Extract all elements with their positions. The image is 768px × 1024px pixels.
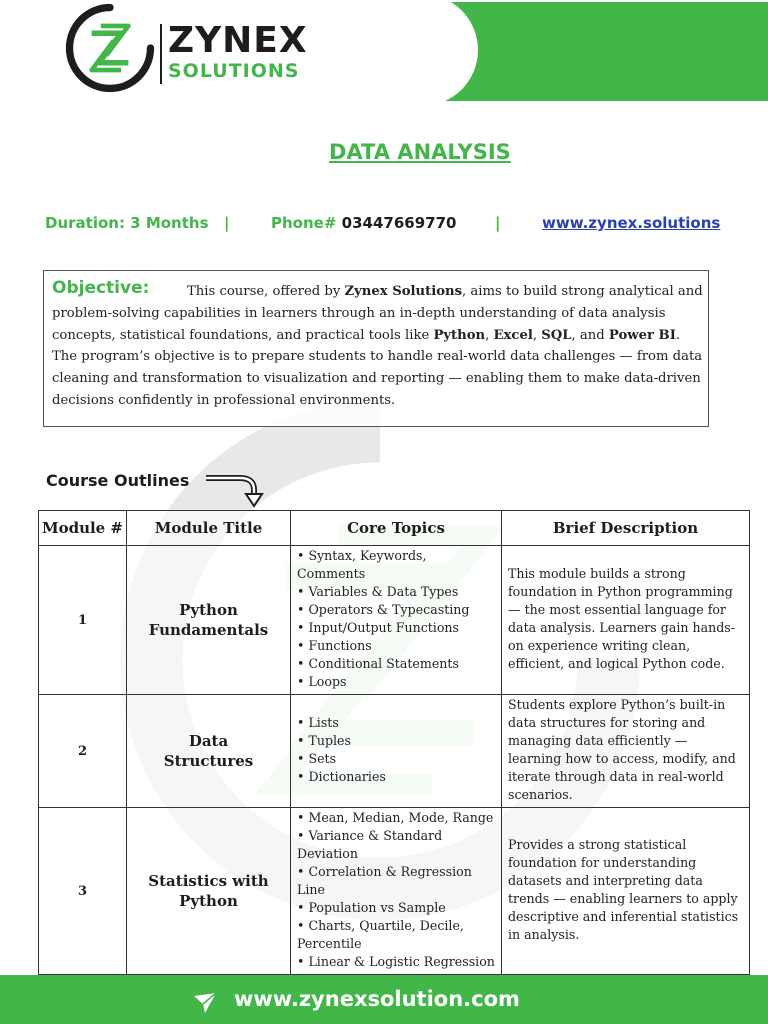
topic-item: • Loops: [297, 673, 495, 691]
table-header-row: [39, 511, 750, 546]
topic-item: • Population vs Sample: [297, 899, 495, 917]
objective-label: Objective:: [52, 278, 150, 298]
topic-item: • Operators & Typecasting: [297, 601, 495, 619]
topic-item: • Conditional Statements: [297, 655, 495, 673]
core-topics: [291, 808, 502, 975]
core-topics: [291, 546, 502, 695]
module-number: 2: [39, 695, 127, 808]
core-topics: [291, 695, 502, 808]
topic-item: • Sets: [297, 750, 495, 768]
column-header-module-number: Module #: [39, 511, 127, 546]
table-row: [39, 695, 750, 808]
page-title: DATA ANALYSIS: [329, 140, 511, 164]
topic-item: • Tuples: [297, 732, 495, 750]
zynex-logo-icon: [64, 2, 156, 94]
topic-item: • Variables & Data Types: [297, 583, 495, 601]
objective-text: This course, offered by Zynex Solutions, aims to build strong analytical and problem-solving capabilities in learners through an in-depth understanding of data analysis concepts, statistical foundations, and practical tools like Python, Excel, SQL, and Power BI. The program’s objective is to prepare students to handle real-world data challenges — from data cleaning and transformation to visualization and reporting — enabling them to make data-driven decisions confidently in professional environments.: [52, 284, 703, 408]
brand-name: ZYNEX: [168, 20, 308, 61]
column-header-module-title: Module Title: [127, 511, 291, 546]
module-description: Provides a strong statistical foundation for understanding datasets and interpreting data trends — enabling learners to apply descriptive and inferential statistics in analysis.: [502, 808, 750, 975]
topic-item: • Mean, Median, Mode, Range: [297, 809, 495, 827]
module-description: Students explore Python’s built-in data structures for storing and managing data efficiently — learning how to access, modify, and iterate through data in real-world scenarios.: [502, 695, 750, 808]
topic-item: • Dictionaries: [297, 768, 495, 786]
send-arrow-icon: [193, 992, 217, 1014]
table-row: [39, 808, 750, 975]
footer-website-link[interactable]: www.zynexsolution.com: [234, 987, 520, 1011]
module-number: 1: [39, 546, 127, 695]
module-number: 3: [39, 808, 127, 975]
topic-item: • Lists: [297, 714, 495, 732]
module-title: Statistics with Python: [127, 808, 291, 975]
module-title: Data Structures: [127, 695, 291, 808]
duration-text: Duration: 3 Months: [45, 214, 209, 232]
topic-item: • Functions: [297, 637, 495, 655]
course-outline-table: [38, 510, 750, 975]
info-separator: |: [224, 214, 230, 232]
topic-item: • Variance & Standard Deviation: [297, 827, 495, 863]
header: [0, 0, 768, 102]
curved-arrow-icon: [204, 472, 264, 508]
website-link[interactable]: www.zynex.solutions: [542, 214, 721, 232]
topic-item: • Input/Output Functions: [297, 619, 495, 637]
phone-info: [271, 214, 456, 232]
topic-item: • Charts, Quartile, Decile, Percentile: [297, 917, 495, 953]
brand-tagline: SOLUTIONS: [168, 60, 300, 82]
table-row: [39, 546, 750, 695]
course-outlines-heading: Course Outlines: [46, 471, 190, 490]
logo-divider: [160, 24, 162, 84]
module-description: This module builds a strong foundation in Python programming — the most essential language for data analysis. Learners gain hands-on experience writing clean, efficient, and logical Python code.: [502, 546, 750, 695]
info-separator: |: [495, 214, 501, 232]
phone-number: 03447669770: [341, 214, 457, 232]
topic-item: • Linear & Logistic Regression: [297, 953, 495, 971]
module-title: Python Fundamentals: [127, 546, 291, 695]
column-header-core-topics: Core Topics: [291, 511, 502, 546]
phone-label: Phone#: [271, 214, 337, 232]
topic-item: • Syntax, Keywords, Comments: [297, 547, 495, 583]
topic-item: • Correlation & Regression Line: [297, 863, 495, 899]
column-header-brief-description: Brief Description: [502, 511, 750, 546]
